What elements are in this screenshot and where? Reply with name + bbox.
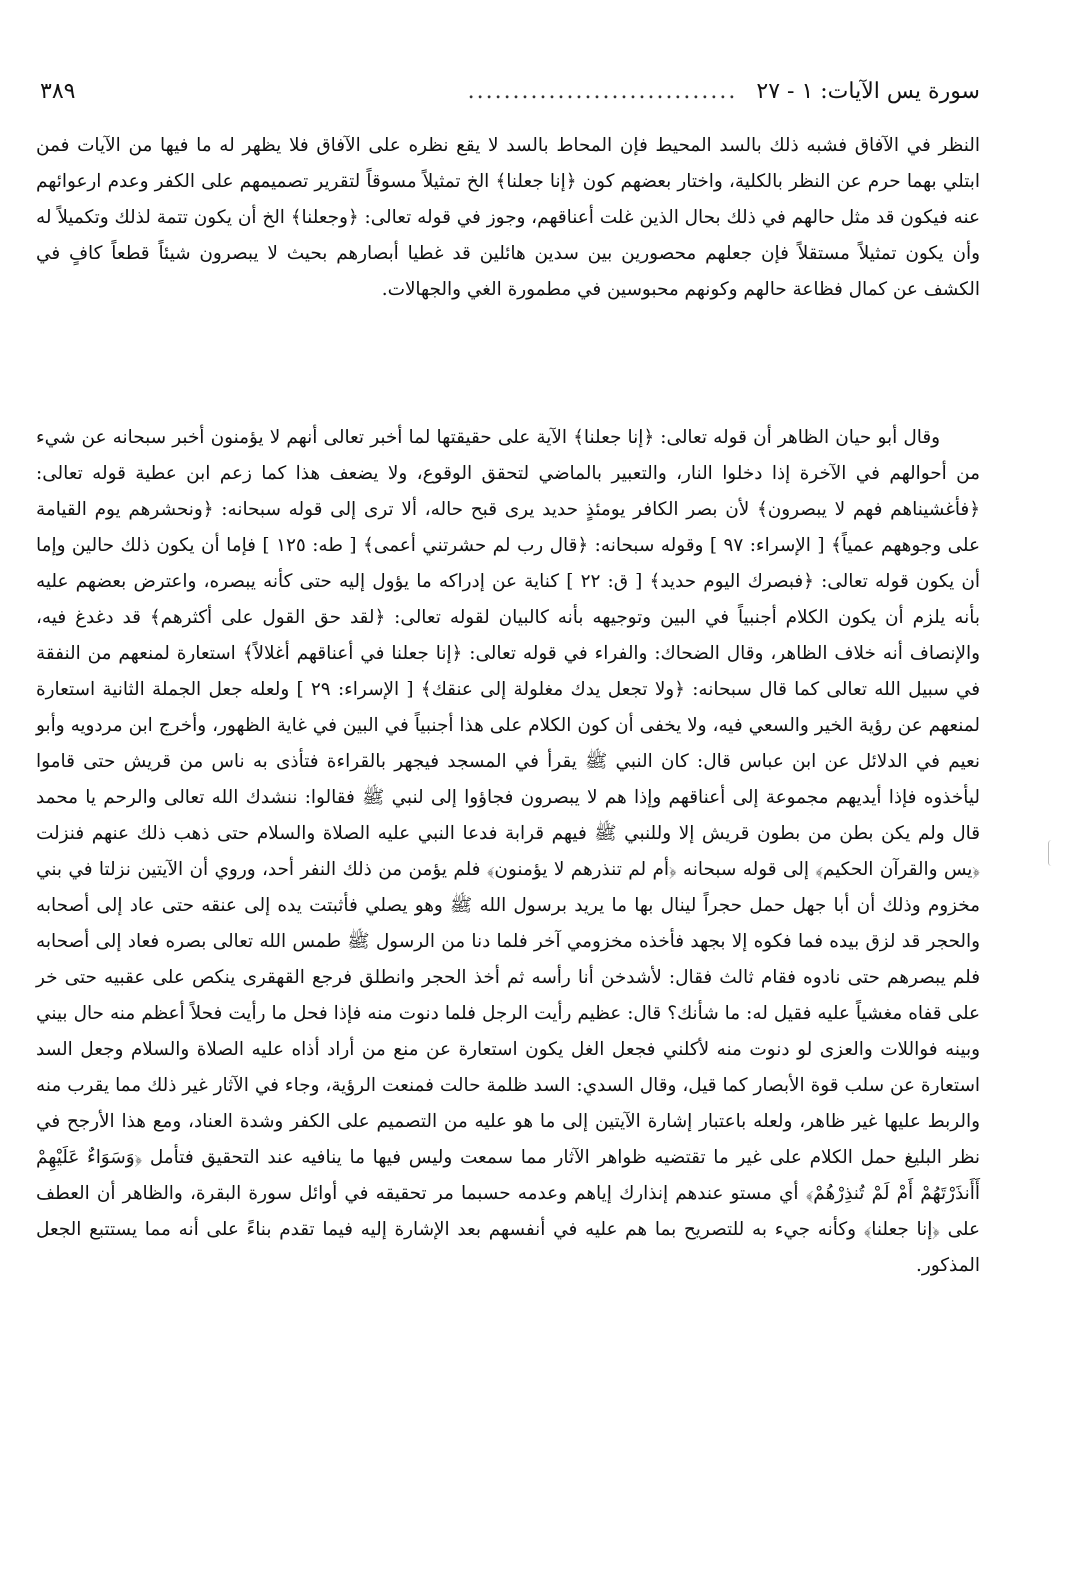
leader-dots: .............................. [467,79,738,104]
page-header [36,72,980,112]
paragraph-1: النظر في الآفاق فشبه ذلك بالسد المحيط فإن المحاط بالسد لا يقع نظره على الآفاق فلا يظهر له ما فيها من الآيات فمن ابتلي بهما حرم عن النظر بالكلية، واختار بعضهم كون ﴿إنا جعلنا﴾ الخ تمثيلاً مسوقاً لتقرير تصميمهم على الكفر وعدم ارعوائهم عنه فيكون قد مثل حالهم في ذلك بحال الذين غلت أعناقهم، وجوز في قوله تعالى: ﴿وجعلنا﴾ الخ أن يكون تتمة لذلك وتكميلاً له وأن يكون تمثيلاً مستقلاً فإن جعلهم محصورين بين سدين هائلين قد غطيا أبصارهم بحيث لا يبصرون شيئاً قطعاً كافٍ في الكشف عن كمال فظاعة حالهم وكونهم محبوسين في مطمورة الغي والجهالات. [36,135,980,300]
margin-mark [1048,840,1055,866]
running-title: سورة يس الآيات: ١ - ٢٧ [756,79,980,104]
page-number: ٣٨٩ [40,79,76,104]
paragraph-2: وقال أبو حيان الظاهر أن قوله تعالى: ﴿إنا جعلنا﴾ الآية على حقيقتها لما أخبر تعالى أنهم لا يؤمنون أخبر سبحانه عن شيء من أحوالهم في الآخرة إذا دخلوا النار، والتعبير بالماضي لتحقق الوقوع، ولا يضعف هذا كما زعم ابن عطية قوله تعالى: ﴿فأغشيناهم فهم لا يبصرون﴾ لأن بصر الكافر يومئذٍ حديد يرى قبح حاله، ألا ترى إلى قوله سبحانه: ﴿ونحشرهم يوم القيامة على وجوههم عمياً﴾ [ الإسراء: ٩٧ ] وقوله سبحانه: ﴿قال رب لم حشرتني أعمى﴾ [ طه: ١٢٥ ] فإما أن يكون ذلك حالين وإما أن يكون قوله تعالى: ﴿فبصرك اليوم حديد﴾ [ ق: ٢٢ ] كناية عن إدراكه ما يؤول إليه حتى كأنه يبصره، واعترض بعضهم عليه بأنه يلزم أن يكون الكلام أجنبياً في البين وتوجيهه بأنه كالبيان لقوله تعالى: ﴿لقد حق القول على أكثرهم﴾ قد دغدغ فيه، والإنصاف أنه خلاف الظاهر، وقال الضحاك: والفراء في قوله تعالى: ﴿إنا جعلنا في أعناقهم أغلالاً﴾ استعارة لمنعهم من النفقة في سبيل الله تعالى كما قال سبحانه: ﴿ولا تجعل يدك مغلولة إلى عنقك﴾ [ الإسراء: ٢٩ ] ولعله جعل الجملة الثانية استعارة لمنعهم عن رؤية الخير والسعي فيه، ولا يخفى أن كون الكلام على هذا أجنبياً في البين في غاية الظهور، وأخرج ابن مردويه وأبو نعيم في الدلائل عن ابن عباس قال: كان النبي ﷺ يقرأ في المسجد فيجهر بالقراءة فتأذى به ناس من قريش حتى قاموا ليأخذوه فإذا أيديهم مجموعة إلى أعناقهم وإذا هم لا يبصرون فجاؤوا إلى لنبي ﷺ فقالوا: ننشدك الله تعالى والرحم يا محمد قال ولم يكن بطن من بطون قريش إلا وللنبي ﷺ فيهم قرابة فدعا النبي عليه الصلاة والسلام حتى ذهب ذلك عنهم فنزلت ﴿يس والقرآن الحكيم﴾ إلى قوله سبحانه ﴿أم لم تنذرهم لا يؤمنون﴾ فلم يؤمن من ذلك النفر أحد، وروي أن الآيتين نزلتا في بني مخزوم وذلك أن أبا جهل حمل حجراً لينال بها ما يريد برسول الله ﷺ وهو يصلي فأثبتت يده إلى عنقه حتى عاد إلى أصحابه والحجر قد لزق بيده فما فكوه إلا بجهد فأخذه مخزومي آخر فلما دنا من الرسول ﷺ طمس الله تعالى بصره فعاد إلى أصحابه فلم يبصرهم حتى نادوه فقام ثالث فقال: لأشدخن أنا رأسه ثم أخذ الحجر وانطلق فرجع القهقرى ينكص على عقبيه حتى خر على قفاه مغشياً عليه فقيل له: ما شأنك؟ قال: عظيم رأيت الرجل فلما دنوت منه فإذا فحل ما رأيت فحلاً أعظم منه حال بيني وبينه فواللات والعزى لو دنوت منه لأكلني فجعل الغل يكون استعارة عن منع من أراد أذاه عليه الصلاة والسلام وجعل السد استعارة عن سلب قوة الأبصار كما قيل، وقال السدي: السد ظلمة حالت فمنعت الرؤية، وجاء في الآثار غير ذلك مما يقرب منه والربط عليها غير ظاهر، ولعله باعتبار إشارة الآيتين إلى ما هو عليه من التصميم على الكفر وشدة العناد، ومع هذا الأرجح في نظر البليغ حمل الكلام على غير ما تقتضيه ظواهر الآثار مما سمعت وليس فيها ما ينافيه عند التحقيق فتأمل ﴿وَسَوَاءٌ عَلَيْهِمْ أَأَنذَرْتَهُمْ أَمْ لَمْ تُنذِرْهُمْ﴾ أي مستو عندهم إنذارك إياهم وعدمه حسبما مر تحقيقه في أوائل سورة البقرة، والظاهر أن العطف على ﴿إنا جعلنا﴾ وكأنه جيء به للتصريح بما هم عليه في أنفسهم بعد الإشارة إليه فيما تقدم بناءً على أنه مما يستتبع الجعل المذكور. [36,427,981,1276]
